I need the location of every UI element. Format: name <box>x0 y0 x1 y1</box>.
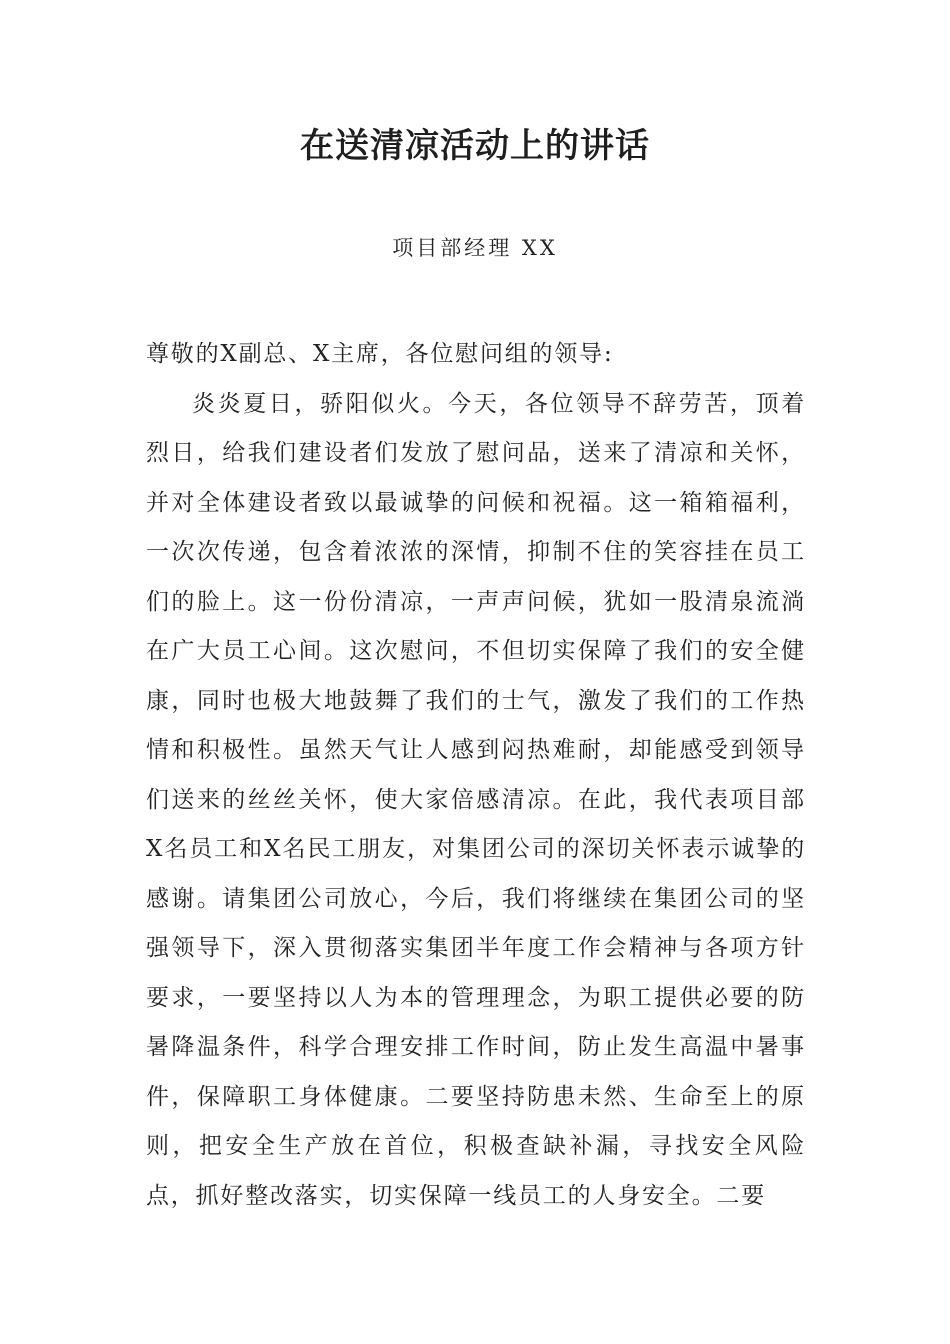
body-paragraph: 炎炎夏日，骄阳似火。今天，各位领导不辞劳苦，顶着烈日，给我们建设者们发放了慰问品，送来了清凉和关怀，并对全体建设者致以最诚挚的问候和祝福。这一箱箱福利，一次次传递，包含着浓浓的深情，抑制不住的笑容挂在员工们的脸上。这一份份清凉，一声声问候，犹如一股清泉流淌在广大员工心间。这次慰问，不但切实保障了我们的安全健康，同时也极大地鼓舞了我们的士气，激发了我们的工作热情和积极性。虽然天气让人感到闷热难耐，却能感受到领导们送来的丝丝关怀，使大家倍感清凉。在此，我代表项目部X名员工和X名民工朋友，对集团公司的深切关怀表示诚挚的感谢。请集团公司放心，今后，我们将继续在集团公司的坚强领导下，深入贯彻落实集团半年度工作会精神与各项方针要求，一要坚持以人为本的管理理念，为职工提供必要的防暑降温条件，科学合理安排工作时间，防止发生高温中暑事件，保障职工身体健康。二要坚持防患未然、生命至上的原则，把安全生产放在首位，积极查缺补漏，寻找安全风险点，抓好整改落实，切实保障一线员工的人身安全。二要 <box>146 390 806 1209</box>
salutation: 尊敬的X副总、X主席，各位慰问组的领导: <box>146 341 614 367</box>
document-title: 在送清凉活动上的讲话 <box>300 126 650 166</box>
document-author: 项目部经理 XX <box>392 236 558 260</box>
document-body <box>146 330 806 1221</box>
